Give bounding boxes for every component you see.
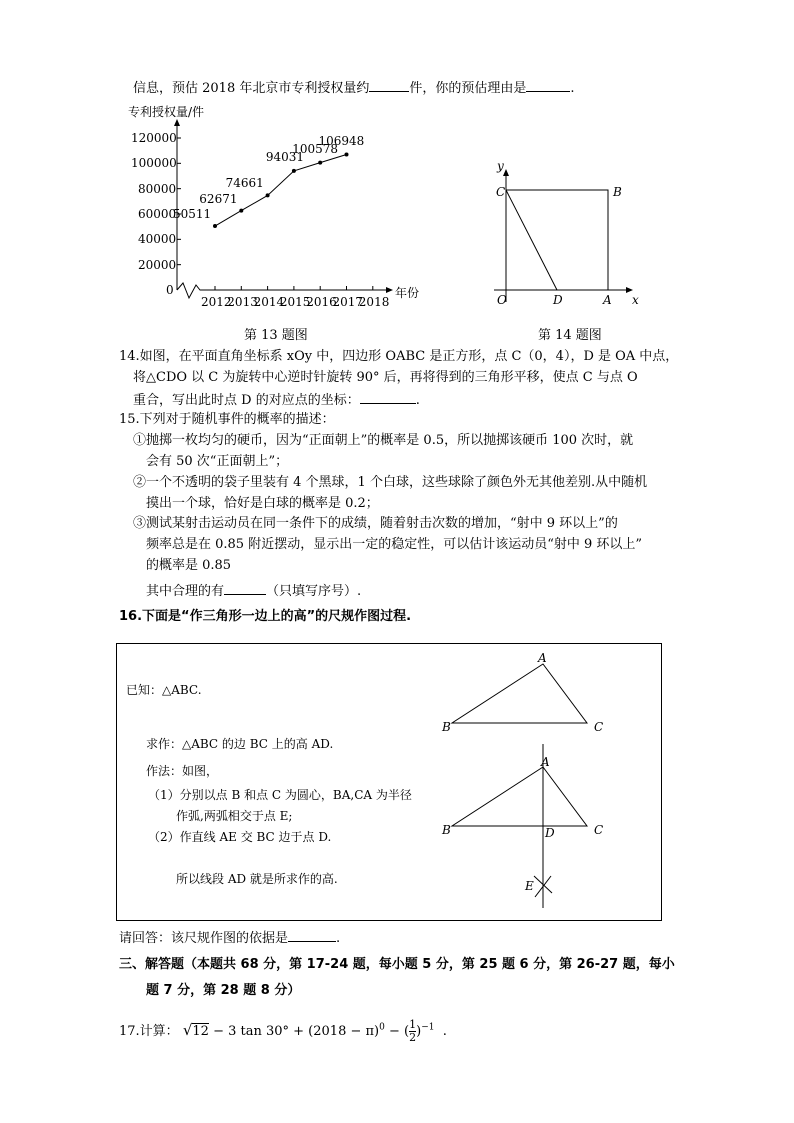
y-tick-label: 40000 — [138, 232, 177, 247]
label-c: C — [594, 720, 604, 734]
y-tick-label: 60000 — [138, 207, 177, 221]
data-label: 100578 — [292, 141, 338, 156]
y-tick-label: 100000 — [131, 156, 177, 171]
x-tick-label: 2018 — [358, 295, 390, 309]
q16-stem: 16.下面是“作三角形一边上的高”的尺规作图过程. — [119, 609, 412, 624]
q16-answer-text: 请回答：该尺规作图的依据是 — [119, 931, 289, 946]
y-axis-label: 专利授权量/件 — [128, 105, 205, 119]
q16-answer-end: . — [336, 931, 341, 946]
data-label: 62671 — [199, 191, 238, 206]
y-tick-label: 80000 — [138, 181, 177, 196]
q13-text-2: 件，你的预估理由是 — [409, 81, 527, 96]
label-y: y — [497, 159, 504, 173]
q16-task: 求作：△ABC 的边 BC 上的高 AD. — [146, 737, 334, 751]
label-c: C — [496, 185, 506, 199]
q17-exp0: 0 — [379, 1022, 385, 1033]
q14-line1: 14.如图，在平面直角坐标系 xOy 中，四边形 OABC 是正方形，点 C（0，4），D 是 OA 中点， — [119, 349, 679, 364]
q15-stem: 15.下列对于随机事件的概率的描述： — [119, 412, 335, 427]
q17-exp: −1 — [421, 1022, 435, 1033]
q15-option1-cont: 会有 50 次“正面朝上”； — [146, 454, 289, 469]
q15-option3-cont: 频率总是在 0.85 附近摆动，显示出一定的稳定性，可以估计该运动员“射中 9 环以上” — [146, 537, 643, 552]
q16-conclusion: 所以线段 AD 就是所求作的高. — [176, 872, 338, 886]
y-tick-label: 20000 — [138, 257, 177, 272]
label-b: B — [442, 720, 451, 734]
x-axis-label: 年份 — [395, 286, 420, 300]
q13-end: . — [570, 81, 575, 96]
y-tick-label: 120000 — [131, 131, 177, 145]
label-o: O — [497, 293, 507, 307]
fraction — [409, 1019, 416, 1044]
q15-option3-cont2: 的概率是 0.85 — [146, 558, 232, 573]
sqrt-arg: 12 — [192, 1024, 209, 1039]
q15-option2: ②一个不透明的袋子里装有 4 个黑球，1 个白球，这些球除了颜色外无其他差别.从中随机 — [133, 475, 648, 490]
data-label: 74661 — [225, 176, 264, 191]
q17-end: . — [442, 1024, 447, 1039]
fraction-num: 1 — [409, 1018, 417, 1031]
label-a2: A — [541, 755, 550, 769]
label-a: A — [538, 651, 547, 665]
q17-expr: − 3 tan 30° + (2018 − π) — [213, 1024, 380, 1039]
label-d: D — [553, 293, 563, 307]
triangle-abc-constructed — [452, 767, 587, 826]
q16-method: 作法：如图， — [146, 764, 219, 778]
sqrt-icon: √ — [182, 1021, 193, 1039]
fraction-den: 2 — [409, 1031, 417, 1044]
section3-heading-cont: 题 7 分，第 28 题 8 分） — [146, 983, 301, 998]
label-a: A — [603, 293, 612, 307]
label-c2: C — [594, 823, 604, 837]
q15-option2-cont: 摸出一个球，恰好是白球的概率是 0.2； — [146, 496, 379, 511]
label-b: B — [613, 185, 622, 199]
q14-line2: 将△CDO 以 C 为旋转中心逆时针旋转 90° 后，再将得到的三角形平移，使点 C 与点 O — [133, 370, 638, 385]
q16-given: 已知：△ABC. — [126, 683, 202, 697]
label-e: E — [525, 879, 534, 893]
q16-step1: （1）分别以点 B 和点 C 为圆心，BA,CA 为半径 — [148, 788, 412, 802]
q16-answer — [119, 929, 340, 947]
q15-option1: ①抛掷一枚均匀的硬币，因为“正面朝上”的概率是 0.5，所以抛掷该硬币 100 次时，就 — [133, 433, 634, 448]
caption-fig14: 第 14 题图 — [538, 328, 602, 343]
q14-end: . — [415, 393, 420, 408]
x-tick-label: 2014 — [253, 295, 285, 309]
q15-ask-end: （只填写序号）. — [266, 584, 362, 599]
q15-option3: ③测试某射击运动员在同一条件下的成绩，随着射击次数的增加，“射中 9 环以上”的 — [133, 516, 618, 531]
q13-text-1: 信息，预估 2018 年北京市专利授权量约 — [133, 81, 370, 96]
x-tick-label: 2012 — [201, 295, 232, 309]
q17-minus: − — [389, 1024, 400, 1039]
section3-heading: 三、解答题（本题共 68 分，第 17-24 题，每小题 5 分，第 25 题 6 分，第 26-27 题，每小 — [119, 957, 675, 972]
label-b2: B — [442, 823, 451, 837]
data-label: 94031 — [265, 149, 305, 164]
data-label: 106948 — [318, 133, 365, 148]
q16-step1-cont: 作弧,两弧相交于点 E; — [176, 809, 293, 823]
answer-blank — [288, 929, 336, 942]
y-tick-label: 0 — [166, 283, 174, 297]
q17-label: 17.计算： — [119, 1024, 179, 1039]
label-d: D — [545, 826, 555, 840]
x-tick-label: 2017 — [332, 295, 364, 309]
q14-line3-text: 重合，写出此时点 D 的对应点的坐标： — [133, 393, 360, 408]
data-label: 50511 — [173, 207, 212, 222]
x-tick-label: 2016 — [306, 295, 337, 309]
x-tick-label: 2015 — [279, 295, 311, 309]
triangle-abc — [452, 664, 587, 723]
q16-step2: （2）作直线 AE 交 BC 边于点 D. — [148, 830, 332, 844]
q17: 17.计算： √12 − 3 $\tan 30^\circ + (2018 - \pi)^0$ − ( $\frac{1}{2}$ )$^{-1}$ . — [119, 1018, 447, 1044]
caption-fig13: 第 13 题图 — [244, 328, 308, 343]
x-tick-label: 2013 — [227, 295, 258, 309]
q15-ask-text: 其中合理的有 — [146, 584, 225, 599]
label-x: x — [632, 293, 639, 307]
